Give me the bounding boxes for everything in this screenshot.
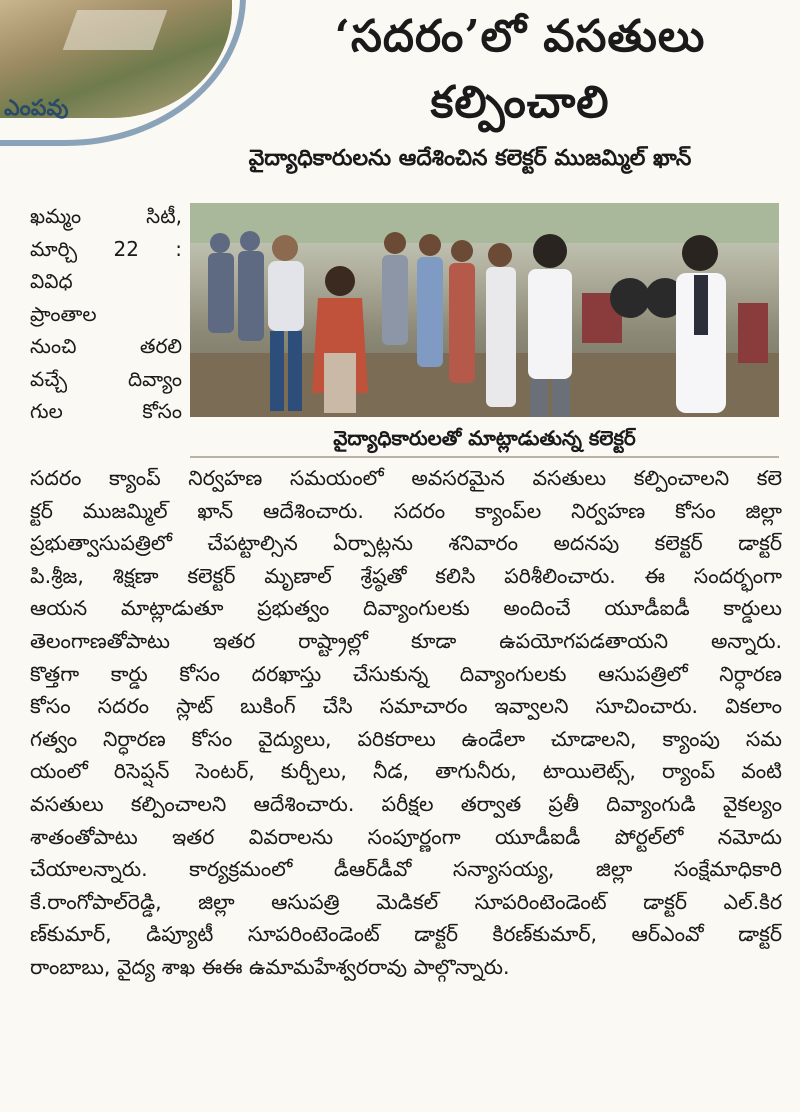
headline-line-2: కల్పించాలి <box>430 77 610 128</box>
article-line: ప్రభుత్వాసుపత్రిలో చేపట్టాల్సిన ఏర్పాట్లను శనివారం అదనపు కలెక్టర్ డాక్టర్ <box>30 531 782 556</box>
photo-caption: వైద్యాధికారులతో మాట్లాడుతున్న కలెక్టర్ <box>190 420 779 458</box>
subheadline: వైద్యాధికారులను ఆదేశించిన కలెక్టర్ ముజమ్మిల్ ఖాన్ <box>248 146 692 171</box>
headline <box>240 4 800 136</box>
article-line: క్టర్ ముజమ్మిల్ ఖాన్ ఆదేశించారు. సదరం క్యాంప్‌ల నిర్వహణ కోసం జిల్లా <box>30 498 782 523</box>
article-line: వసతులు కల్పించాలని ఆదేశించారు. పరీక్షల తర్వాత ప్రతీ దివ్యాంగుడి వైకల్యం <box>30 791 782 816</box>
dateline-line: నుంచి తరలి <box>30 334 182 358</box>
dateline-line: గుల కోసం <box>30 399 182 423</box>
article-line: గత్వం నిర్ధారణ కోసం వైద్యులు, పరికరాలు ఉండేలా చూడాలని, క్యాంపు సమ <box>30 726 782 751</box>
article-line: యంలో రిసెప్షన్ సెంటర్, కుర్చీలు, నీడ, తాగునీరు, టాయిలెట్స్, ర్యాంప్ వంటి <box>30 759 782 784</box>
corner-label: ఎంపవు <box>4 96 69 121</box>
article-line: కొత్తగా కార్డు కోసం దరఖాస్తు చేసుకున్న దివ్యాంగులకు ఆసుపత్రిలో నిర్ధారణ <box>30 661 782 686</box>
article-line: తెలంగాణతోపాటు ఇతర రాష్ట్రాల్లో కూడా ఉపయోగపడతాయని అన్నారు. <box>30 628 782 653</box>
news-photo <box>190 203 779 417</box>
article-line: సదరం క్యాంప్ నిర్వహణ సమయంలో అవసరమైన వసతులు కల్పించాలని కలె <box>30 466 782 490</box>
dateline-line: మార్చి 22 : <box>30 236 182 261</box>
dateline-line: వివిధ <box>30 269 73 293</box>
dateline-column <box>30 200 182 428</box>
dateline-line: ఖమ్మం సిటీ, <box>30 204 182 228</box>
article-line: శాతంతోపాటు ఇతర వివరాలను సంపూర్ణంగా యూడీఐడీ పోర్టల్‌లో నమోదు <box>30 824 782 849</box>
article-line: ణ్‌కుమార్, డిప్యూటీ సూపరింటెండెంట్ డాక్టర్ కిరణ్‌కుమార్, ఆర్‌ఎంవో డాక్టర్ <box>30 922 782 947</box>
article-line: పి.శ్రీజ, శిక్షణా కలెక్టర్ మృణాల్ శ్రేష్ఠతో కలిసి పరిశీలించారు. ఈ సందర్భంగా <box>30 563 782 588</box>
article-body <box>30 462 782 984</box>
article-line: కోసం సదరం స్లాట్ బుకింగ్ చేసి సమాచారం ఇవ్వాలని సూచించారు. వికలాం <box>30 694 782 719</box>
article-line: చేయాలన్నారు. కార్యక్రమంలో డీఆర్‌డీవో సన్యాసయ్య, జిల్లా సంక్షేమాధికారి <box>30 857 782 882</box>
news-photo-illustration <box>190 203 779 417</box>
headline-line-1: ‘సదరం’లో వసతులు <box>334 11 706 62</box>
article-line: ఆయన మాట్లాడుతూ ప్రభుత్వం దివ్యాంగులకు అందించే యూడీఐడీ కార్డులు <box>30 596 782 621</box>
article-line: కే.రాంగోపాల్‌రెడ్డి, జిల్లా ఆసుపత్రి మెడికల్ సూపరింటెండెంట్ డాక్టర్ ఎల్.కిర <box>30 889 782 914</box>
dateline-line: వచ్చే దివ్యాం <box>30 366 182 391</box>
article-line: రాంబాబు, వైద్య శాఖ ఈఈ ఉమామహేశ్వరరావు పాల్గొన్నారు. <box>30 954 510 979</box>
dateline-line: ప్రాంతాల <box>30 301 97 326</box>
